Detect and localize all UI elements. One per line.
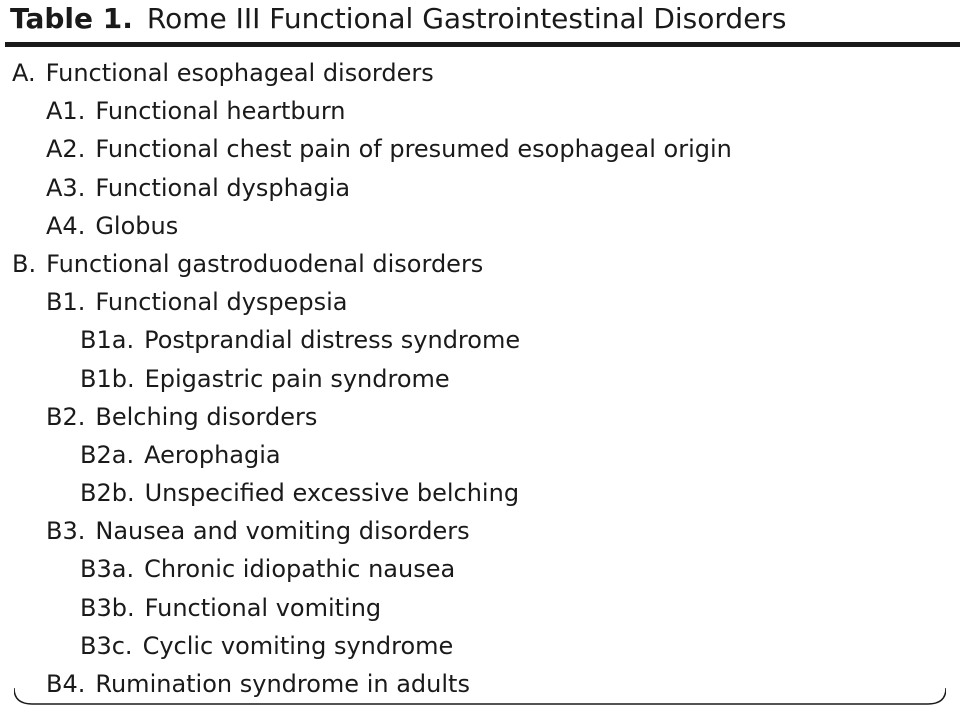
list-item-code: B1b. — [80, 364, 135, 393]
list-item-code: A3. — [46, 173, 86, 202]
list-item-code: B2b. — [80, 479, 135, 508]
list-item-text: Aerophagia — [144, 440, 281, 469]
list-item-code: B1a. — [80, 326, 135, 355]
list-item — [0, 92, 960, 130]
table-number-label: Table 1. — [10, 2, 133, 35]
list-item-code: B2. — [46, 402, 86, 431]
list-item-code: A1. — [46, 97, 86, 126]
list-item-text: Functional esophageal disorders — [45, 59, 434, 87]
list-item — [0, 207, 960, 245]
list-item-code: A2. — [46, 135, 86, 164]
list-item-text: Epigastric pain syndrome — [144, 364, 450, 393]
list-item-text: Functional chest pain of presumed esophageal origin — [95, 135, 732, 164]
list-item-text: Postprandial distress syndrome — [144, 326, 521, 355]
list-item-text: Belching disorders — [95, 402, 318, 431]
list-item-text: Functional vomiting — [144, 593, 382, 622]
disorder-list — [0, 54, 960, 703]
list-item-text: Functional gastroduodenal disorders — [46, 249, 484, 278]
list-item — [0, 283, 960, 321]
title-divider — [5, 42, 960, 47]
list-item-code: B3a. — [80, 555, 135, 584]
list-item-text: Cyclic vomiting syndrome — [142, 631, 454, 660]
list-item — [0, 474, 960, 512]
list-item-text: Functional dysphagia — [95, 173, 351, 202]
list-item — [0, 54, 960, 92]
list-item — [0, 169, 960, 207]
list-item — [0, 589, 960, 627]
list-item-code: B1. — [46, 288, 86, 317]
list-item-code: A. — [12, 59, 36, 87]
list-item-text: Rumination syndrome in adults — [95, 670, 470, 698]
list-item — [0, 398, 960, 436]
table-title-text: Rome III Functional Gastrointestinal Disorders — [146, 2, 787, 35]
list-item-code: A4. — [46, 211, 86, 240]
list-item-text: Functional dyspepsia — [95, 288, 348, 317]
list-item — [0, 436, 960, 474]
list-item — [0, 245, 960, 283]
bottom-border-curve — [14, 688, 946, 708]
list-item-text: Nausea and vomiting disorders — [95, 517, 470, 546]
list-item-text: Unspecified excessive belching — [144, 479, 520, 508]
list-item-code: B4. — [46, 670, 86, 698]
list-item — [0, 130, 960, 168]
list-item-code: B3c. — [80, 631, 133, 660]
list-item-text: Globus — [95, 211, 179, 240]
list-item-text: Functional heartburn — [95, 97, 346, 126]
list-item-code: B3. — [46, 517, 86, 546]
list-item-code: B2a. — [80, 440, 135, 469]
list-item-code: B3b. — [80, 593, 135, 622]
list-item — [0, 360, 960, 398]
list-item — [0, 627, 960, 665]
list-item-text: Chronic idiopathic nausea — [144, 555, 456, 584]
table-title — [10, 0, 787, 38]
list-item — [0, 512, 960, 550]
list-item — [0, 321, 960, 359]
list-item-code: B. — [12, 249, 37, 278]
list-item — [0, 550, 960, 588]
